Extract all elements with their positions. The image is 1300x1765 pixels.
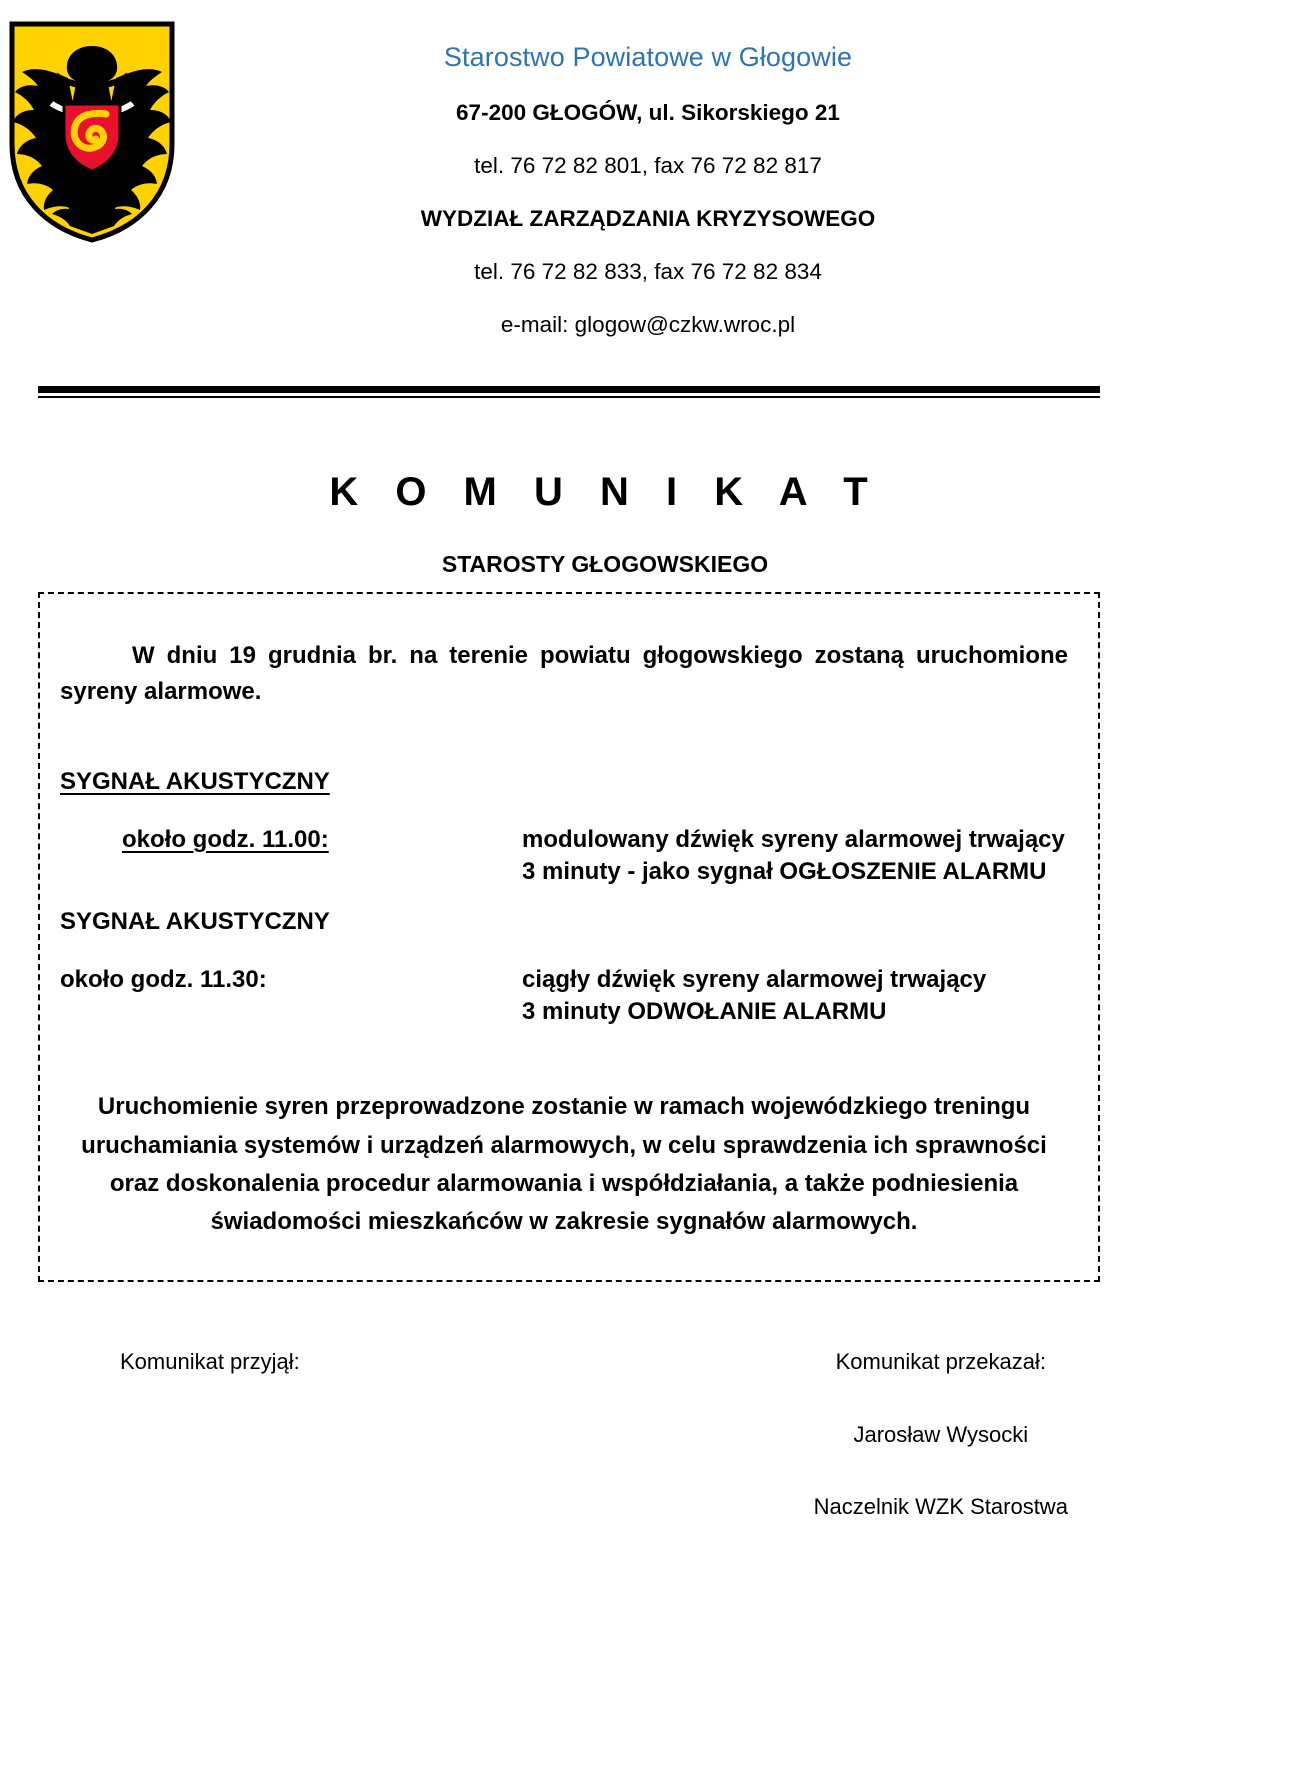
signal-2-description-line1: ciągły dźwięk syreny alarmowej trwający [522, 965, 987, 993]
signal-1-description [522, 824, 1065, 889]
signal-1-time: około godz. 11.00: [122, 825, 329, 853]
notice-box [38, 592, 1100, 1282]
organization-email: e-mail: glogow@czkw.wroc.pl [500, 312, 796, 338]
page-title: K O M U N I K A T [329, 470, 881, 515]
signature-sent-column [682, 1350, 1200, 1519]
divider-thin-line [38, 396, 1100, 398]
signal-2-description [522, 964, 986, 1029]
signal-2-heading: SYGNAŁ AKUSTYCZNY [60, 908, 330, 936]
signal-2-description-line2: 3 minuty ODWOŁANIE ALARMU [522, 997, 887, 1025]
crest-container [0, 0, 186, 246]
document-header [0, 0, 1300, 364]
header-divider [38, 386, 1100, 398]
signal-2-row [60, 964, 1068, 1029]
organization-phone-main: tel. 76 72 82 801, fax 76 72 82 817 [474, 153, 822, 179]
signal-1-description-line1: modulowany dźwięk syreny alarmowej trwający [522, 825, 1065, 853]
signature-sent-label: Komunikat przekazał: [835, 1349, 1046, 1375]
signature-sender-title: Naczelnik WZK Starostwa [813, 1493, 1068, 1519]
organization-address: 67-200 GŁOGÓW, ul. Sikorskiego 21 [456, 100, 840, 126]
signature-received-label: Komunikat przyjął: [120, 1349, 300, 1375]
signal-2-time: około godz. 11.30: [60, 965, 267, 993]
notice-lead-paragraph: W dniu 19 grudnia br. na terenie powiatu głogowskiego zostaną uruchomione syreny alarmowe. [60, 642, 1068, 706]
signature-sender-name: Jarosław Wysocki [853, 1421, 1029, 1447]
organization-department: WYDZIAŁ ZARZĄDZANIA KRYZYSOWEGO [420, 206, 876, 232]
organization-phone-department: tel. 76 72 82 833, fax 76 72 82 834 [474, 259, 822, 285]
organization-name: Starostwo Powiatowe w Głogowie [443, 42, 853, 72]
signature-footer [0, 1350, 1300, 1519]
signal-1-heading: SYGNAŁ AKUSTYCZNY [60, 768, 330, 796]
glogow-coat-of-arms-icon [6, 18, 178, 246]
organization-info [186, 0, 1300, 364]
signature-received-column [120, 1350, 682, 1519]
divider-thick-bar [38, 386, 1100, 393]
signal-1-description-line2: 3 minuty - jako sygnał OGŁOSZENIE ALARMU [522, 857, 1047, 885]
signal-1-row [60, 824, 1068, 889]
page-subtitle: STAROSTY GŁOGOWSKIEGO [441, 551, 769, 578]
signal-block-2 [60, 906, 1068, 1028]
signal-block-1 [60, 766, 1068, 888]
notice-closing-paragraph: Uruchomienie syren przeprowadzone zostanie w ramach wojewódzkiego treningu uruchamiania systemów i urządzeń alarmowych, w celu sprawdzenia ich sprawności oraz doskonalenia procedur alarmowania i współdziałania, a także podniesienia świadomości mieszkańców w zakresie sygnałów alarmowych. [81, 1093, 1047, 1236]
